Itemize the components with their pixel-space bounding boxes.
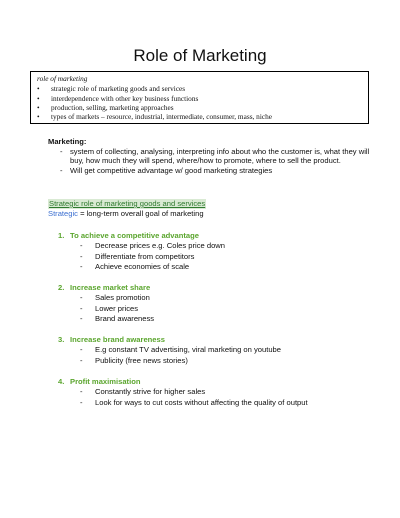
goal-items xyxy=(80,293,380,325)
dash-icon: - xyxy=(60,146,63,156)
dash-icon: - xyxy=(80,251,83,261)
section-heading: Strategic role of marketing goods and services xyxy=(49,199,206,208)
syllabus-item: • types of markets – resource, industrial, intermediate, consumer, mass, niche xyxy=(37,112,272,122)
goal-heading: 3. Increase brand awareness xyxy=(58,335,165,344)
syllabus-box xyxy=(30,71,369,124)
dash-icon: - xyxy=(60,166,63,176)
list-item: - Sales promotion xyxy=(80,293,150,302)
marketing-definition xyxy=(48,137,378,176)
goal-heading: 1. To achieve a competitive advantage xyxy=(58,231,200,240)
strategic-section xyxy=(48,199,378,218)
list-item: - Look for ways to cut costs without affecting the quality of output xyxy=(80,397,308,407)
goal-items xyxy=(80,241,380,273)
dash-icon: - xyxy=(80,355,83,365)
strategic-term: Strategic xyxy=(48,208,78,218)
dash-icon: - xyxy=(80,314,83,324)
bullet-icon: • xyxy=(37,102,40,112)
syllabus-heading: role of marketing xyxy=(37,74,88,83)
list-item: - Brand awareness xyxy=(80,314,155,324)
list-item: - Constantly strive for higher sales xyxy=(80,387,206,396)
list-item: - E.g constant TV advertising, viral marketing on youtube xyxy=(80,345,282,354)
dash-icon: - xyxy=(80,387,83,396)
goal-items xyxy=(80,387,380,408)
syllabus-item: • interdependence with other key business functions xyxy=(37,93,199,103)
dash-icon: - xyxy=(80,262,83,272)
list-item: - Lower prices xyxy=(80,303,139,313)
marketing-point: - Will get competitive advantage w/ good marketing strategies xyxy=(60,166,273,176)
goal-items xyxy=(80,345,380,366)
syllabus-item: • strategic role of marketing goods and services xyxy=(37,84,186,94)
dash-icon: - xyxy=(80,345,83,354)
marketing-point: - system of collecting, analysing, interpreting info about who the customer is, what they will buy, how much they will spend, where/how to promote, where to sell the product. xyxy=(60,146,370,166)
marketing-label: Marketing: xyxy=(48,137,87,146)
syllabus-item: • production, selling, marketing approaches xyxy=(37,102,174,112)
goal-heading: 2. Increase market share xyxy=(58,283,151,292)
list-item: - Achieve economies of scale xyxy=(80,262,190,272)
dash-icon: - xyxy=(80,241,83,250)
bullet-icon: • xyxy=(37,84,40,94)
strategic-definition: Strategic = long-term overall goal of marketing xyxy=(48,208,204,218)
dash-icon: - xyxy=(80,397,83,407)
goal-heading: 4. Profit maximisation xyxy=(58,377,141,386)
bullet-icon: • xyxy=(37,112,40,122)
syllabus-list xyxy=(37,84,362,121)
list-item: - Decrease prices e.g. Coles price down xyxy=(80,241,225,250)
list-item: - Publicity (free news stories) xyxy=(80,355,188,365)
bullet-icon: • xyxy=(37,93,40,103)
dash-icon: - xyxy=(80,293,83,302)
page-title: Role of Marketing xyxy=(133,46,267,65)
list-item: - Differentiate from competitors xyxy=(80,251,195,261)
dash-icon: - xyxy=(80,303,83,313)
